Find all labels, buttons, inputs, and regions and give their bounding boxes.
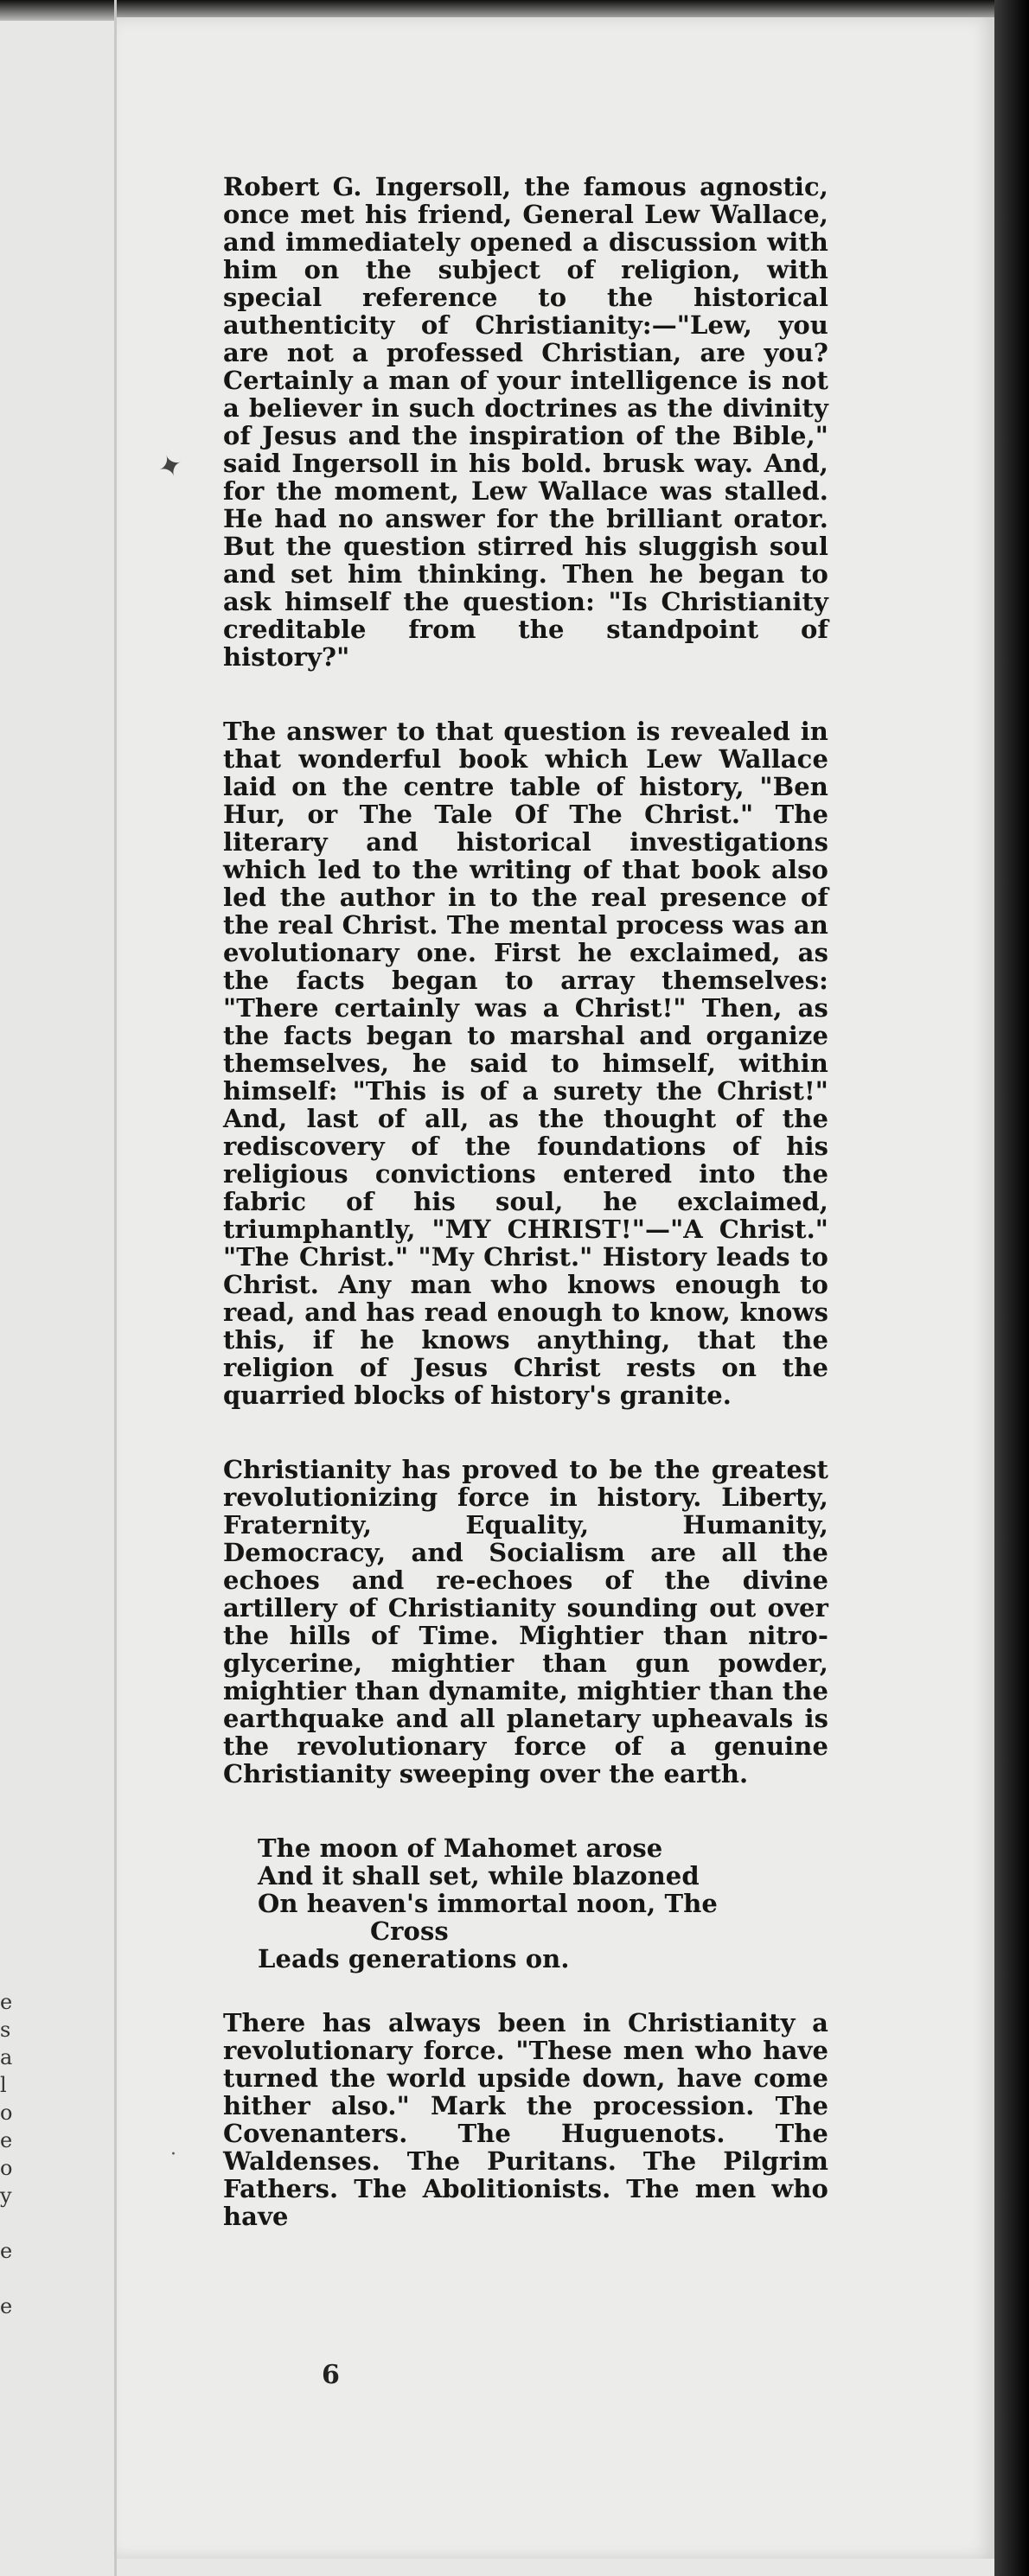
paragraph-ben-hur: The answer to that question is revealed in that wonderful book which Lew Wallace laid on the centre table of history, "Ben Hur, or The Tale Of The Christ." The literary and historical investigations which led to the writing of that book also led the author in to the real presence of the real Christ. The mental process was an evolutionary one. First he exclaimed, as the facts began to array themselves: "There certainly was a Christ!" Then, as the facts began to marshal and organize themselves, he said to himself, within himself: "This is of a surety the Christ!" And, last of all, as the thought of the rediscovery of the foundations of his religious convictions entered into the fabric of his soul, he exclaimed, triumphantly, "MY CHRIST!"—"A Christ." "The Christ." "My Christ." History leads to Christ. Any man who knows enough to read, and has read enough to know, knows this, if he knows anything, that the religion of Jesus Christ rests on the quarried blocks of history's granite. — [223, 717, 828, 1410]
margin-glyph: s — [0, 2018, 11, 2042]
paragraph-revolutionary-procession: There has always been in Christianity a revolutionary force. "These men who have turned the world upside down, have come hither also." Mark the procession. The Covenanters. The Huguenots. The Waldenses. The Puritans. The Pilgrim Fathers. The Abolitionists. The men who have — [223, 2008, 828, 2231]
page-number: 6 — [322, 2360, 340, 2390]
margin-glyph: e — [0, 2239, 13, 2263]
poem-verse — [258, 1834, 828, 1973]
paragraph-ingersoll-wallace: Robert G. Ingersoll, the famous agnostic, once met his friend, General Lew Wallace, and immediately opened a discussion with him on the subject of religion, with special reference to the historical authenticity of Christianity:—"Lew, you are not a professed Christian, are you? Certainly a man of your intelligence is not a believer in such doctrines as the divinity of Jesus and the inspiration of the Bible," said Ingersoll in his bold. brusk way. And, for the moment, Lew Wallace was stalled. He had no answer for the brilliant orator. But the question stirred his sluggish soul and set him thinking. Then he began to ask himself the question: "Is Christianity creditable from the standpoint of history?" — [223, 172, 828, 672]
margin-glyph: a — [0, 2045, 13, 2069]
scan-right-edge — [994, 0, 1029, 2576]
margin-glyph: o — [0, 2101, 13, 2125]
ink-blot-mark: ✦ — [153, 446, 189, 488]
poem-line: On heaven's immortal noon, The — [258, 1889, 718, 1918]
poem-line: The moon of Mahomet arose — [258, 1833, 663, 1863]
margin-glyph — [0, 2209, 17, 2237]
ink-speck-mark: · — [170, 2144, 176, 2165]
margin-glyph: o — [0, 2156, 13, 2180]
article-body — [223, 173, 828, 2277]
margin-glyph: e — [0, 2294, 13, 2318]
margin-glyph: e — [0, 1990, 13, 2014]
adjacent-page-margin-text — [0, 1988, 17, 2320]
poem-line: Leads generations on. — [258, 1944, 570, 1973]
paragraph-revolutionizing-force: Christianity has proved to be the greatest revolutionizing force in history. Liberty, Fraternity, Equality, Humanity, Democracy, and Socialism are all the echoes and re-echoes of the divine artillery of Christianity sounding out over the hills of Time. Mightier than nitro-glycerine, mightier than gun powder, mightier than dynamite, mightier than the earthquake and all planetary upheavals is the revolutionary force of a genuine Christianity sweeping over the earth. — [223, 1455, 828, 1789]
poem-line: Cross — [370, 1916, 449, 1946]
margin-glyph: l — [0, 2073, 7, 2097]
margin-glyph: y — [0, 2184, 12, 2208]
margin-glyph: e — [0, 2128, 13, 2152]
poem-line: And it shall set, while blazoned — [258, 1861, 700, 1891]
margin-glyph — [0, 2265, 17, 2292]
